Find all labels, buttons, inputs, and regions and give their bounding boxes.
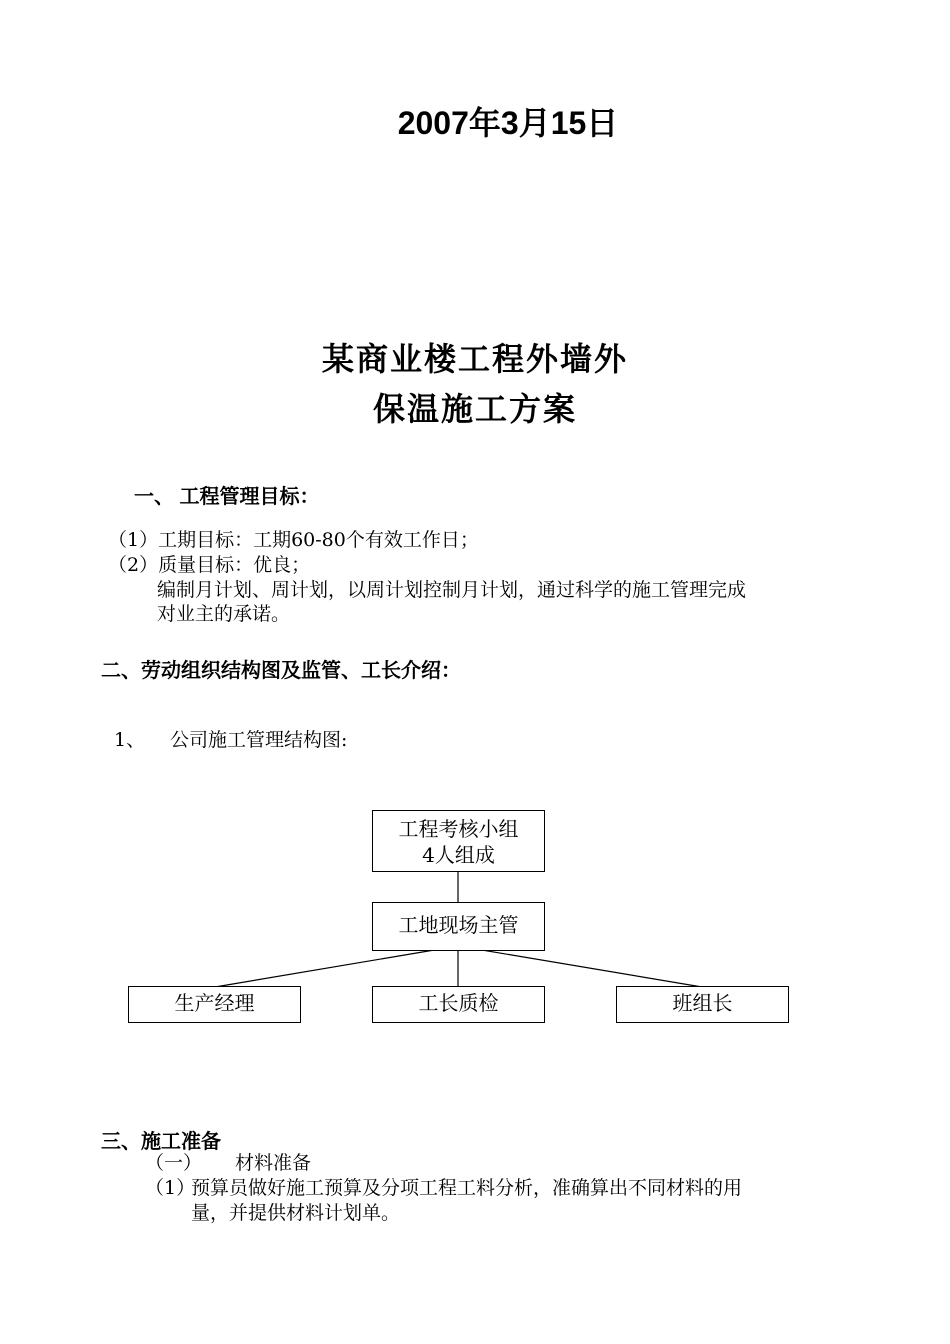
org-box-foreman-quality: 工长质检 (372, 986, 545, 1023)
section1-heading: 一、 工程管理目标： (134, 486, 320, 508)
org-box-site-supervisor: 工地现场主管 (372, 902, 545, 951)
section3-sub-label: 材料准备 (235, 1152, 312, 1174)
section2-sub-number: 1、 (114, 729, 146, 751)
section3-item-line2: 量，并提供材料计划单。 (191, 1202, 401, 1224)
org-box-team-leader: 班组长 (616, 986, 789, 1023)
org-box-production-manager: 生产经理 (128, 986, 301, 1023)
document-title-line1: 某商业楼工程外墙外 (321, 340, 628, 378)
section3-sub-number: （一） (145, 1152, 203, 1174)
section1-paragraph-line1: 编制月计划、周计划，以周计划控制月计划，通过科学的施工管理完成 (157, 579, 747, 601)
connector-middle-left (215, 946, 458, 987)
section3-item-line1: 预算员做好施工预算及分项工程工料分析，准确算出不同材料的用 (191, 1177, 743, 1199)
org-box-assessment-line2: 4人组成 (422, 843, 495, 867)
section2-sub-label: 公司施工管理结构图: (170, 729, 348, 751)
section3-item-number: （1） (145, 1177, 196, 1199)
org-box-assessment-group (372, 810, 545, 872)
section1-item-schedule: （1）工期目标：工期60-80个有效工作日； (108, 529, 479, 551)
org-box-assessment-line1: 工程考核小组 (398, 817, 519, 841)
section1-item-quality: （2）质量目标：优良； (108, 554, 311, 576)
section2-heading: 二、劳动组织结构图及监管、工长介绍： (101, 660, 461, 682)
section3-heading: 三、施工准备 (101, 1131, 221, 1153)
connector-middle-right (458, 946, 702, 987)
section1-paragraph-line2: 对业主的承诺。 (157, 603, 291, 625)
document-date: 2007年3月15日 (397, 105, 619, 141)
document-title-line2: 保温施工方案 (372, 390, 577, 428)
